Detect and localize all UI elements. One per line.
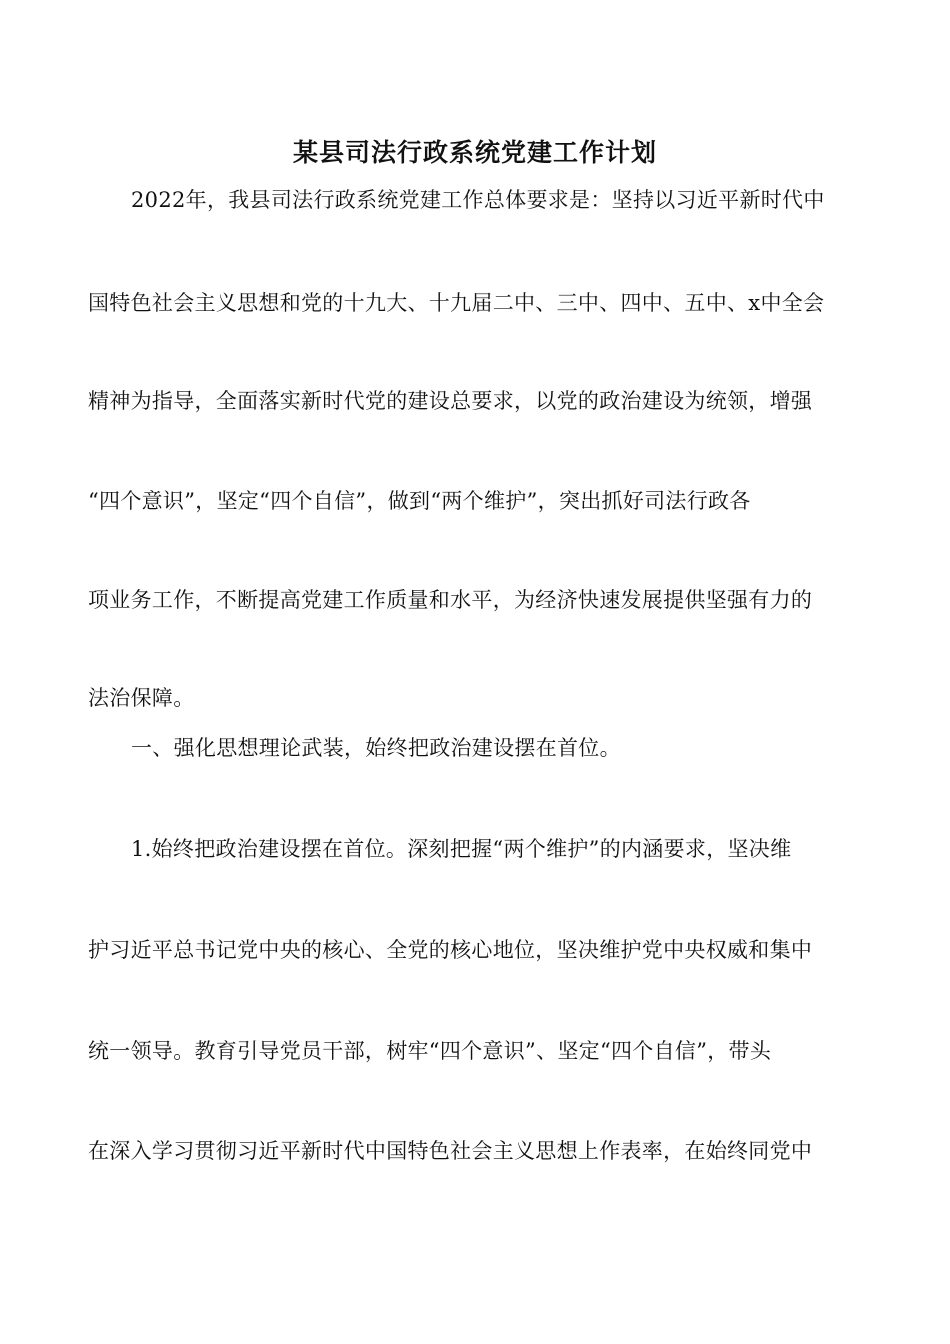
paragraph-line: 在深入学习贯彻习近平新时代中国特色社会主义思想上作表率，在始终同党中 bbox=[88, 1139, 813, 1163]
paragraph-line: 国特色社会主义思想和党的十九大、十九届二中、三中、四中、五中、x中全会 bbox=[88, 291, 825, 315]
paragraph-line: 精神为指导，全面落实新时代党的建设总要求，以党的政治建设为统领，增强 bbox=[88, 389, 813, 413]
paragraph-line: 统一领导。教育引导党员干部，树牢“四个意识”、坚定“四个自信”，带头 bbox=[88, 1039, 772, 1063]
document-title: 某县司法行政系统党建工作计划 bbox=[292, 138, 657, 167]
paragraph-line: 1.始终把政治建设摆在首位。深刻把握“两个维护”的内涵要求，坚决维 bbox=[131, 837, 792, 861]
paragraph-line: 2022年，我县司法行政系统党建工作总体要求是：坚持以习近平新时代中 bbox=[131, 188, 825, 212]
paragraph-line: “四个意识”，坚定“四个自信”，做到“两个维护”，突出抓好司法行政各 bbox=[88, 489, 751, 513]
paragraph-line: 项业务工作，不断提高党建工作质量和水平，为经济快速发展提供坚强有力的 bbox=[88, 588, 813, 612]
paragraph-line: 护习近平总书记党中央的核心、全党的核心地位，坚决维护党中央权威和集中 bbox=[88, 938, 813, 962]
section-heading: 一、强化思想理论武装，始终把政治建设摆在首位。 bbox=[131, 736, 621, 760]
paragraph-line: 法治保障。 bbox=[88, 686, 195, 710]
